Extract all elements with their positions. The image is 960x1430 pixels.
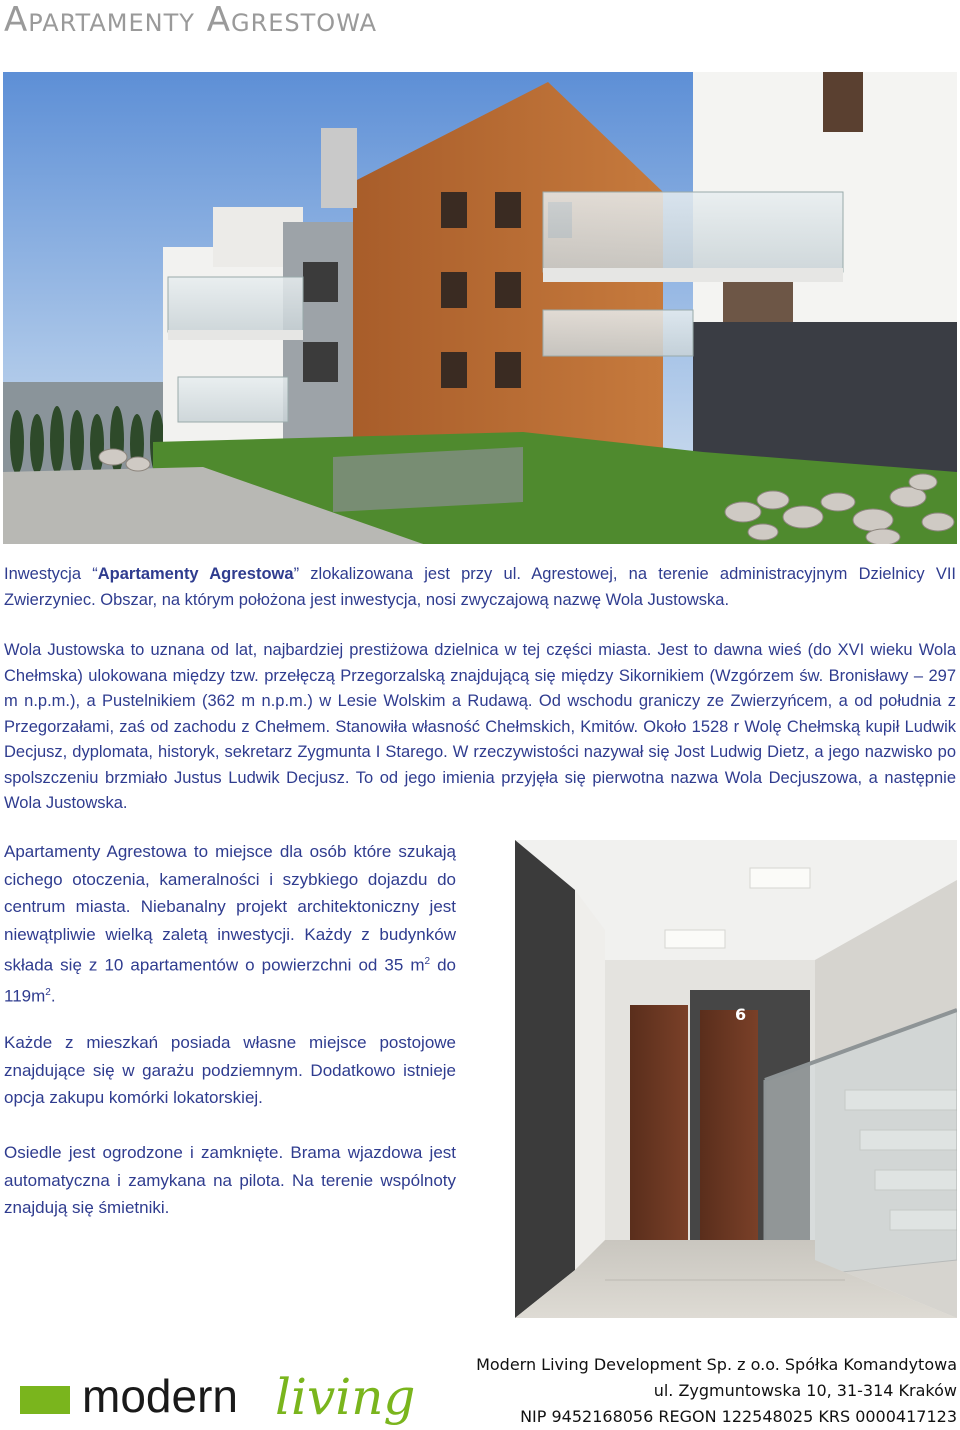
details-text: Apartamenty Agrestowa to miejsce dla osób które szukają cichego otoczenia, kameralności i szybkiego dojazdu do centrum miasta. Niebanalny projekt architektoniczny jest niewątpliwie wielką zaletą inwestycji. Każdy z budynków składa się z 10 apartamentów o powierzchni od 35 m	[4, 842, 456, 975]
details-paragraph-3: Osiedle jest ogrodzone i zamknięte. Brama wjazdowa jest automatyczna i zamykana na pilota. Na terenie wspólnoty znajdują się śmietniki.	[4, 1143, 456, 1217]
company-name: Modern Living Development Sp. z o.o. Spółka Komandytowa	[476, 1355, 957, 1374]
company-address: ul. Zygmuntowska 10, 31-314 Kraków	[653, 1381, 957, 1400]
superscript: 2	[424, 956, 431, 967]
page-title: Apartamenty Agrestowa	[4, 0, 378, 40]
details-paragraph-2: Każde z mieszkań posiada własne miejsce postojowe znajdujące się w garażu podziemnym. Dodatkowo istnieje opcja zakupu komórki lokatorskiej.	[4, 1033, 456, 1107]
details-paragraph-1	[4, 838, 456, 1010]
logo-word-living: living	[275, 1368, 416, 1426]
superscript: 2	[45, 987, 51, 999]
details-text-mid: do 119m	[4, 955, 457, 1006]
door-number: 6	[735, 1005, 747, 1024]
intro-text-end: ” zlokalizowana jest przy ul. Agrestowej, na terenie administracyjnym Dzielnicy VII Zwierzyniec. Obszar, na którym położona jest inwestycja, nosi zwyczajową nazwę Wola Justowska.	[4, 565, 957, 609]
logo-square-icon	[20, 1386, 70, 1414]
intro-brand-name: Apartamenty Agrestowa	[97, 565, 294, 583]
logo-word-modern: modern	[82, 1370, 238, 1422]
interior-photo	[515, 840, 957, 1318]
intro-paragraph	[4, 562, 956, 613]
history-paragraph: Wola Justowska to uznana od lat, najbardziej prestiżowa dzielnica w tej części miasta. Jest to dawna wieś (do XVI wieku Wola Chełmska) ulokowana między tzw. przełęczą Przegorzalską znajdującą się między Sikornikiem (Wzgórzem św. Bronisławy – 297 m n.p.m.), a Pustelnikiem (362 m n.p.m.) w Lesie Wolskim a Rudawą. Od wschodu graniczy ze Zwierzyńcem, a od południa z Przegorzałami, zaś od zachodu z Chełmem. Stanowiła własność Chełmskich, Kmitów. Około 1528 r Wolę Chełmską kupił Ludwik Decjusz, dyplomata, historyk, sekretarz Zygmunta I Starego. W rzeczywistości nazywał się Jost Ludwig Dietz, a jego nazwisko po spolszczeniu brzmiało Justus Ludwik Decjusz. To od jego imienia przyjęła się pierwotna nazwa Wola Decjuszowa, a następnie Wola Justowska.	[4, 641, 956, 812]
details-text-end: .	[50, 986, 56, 1006]
modern-living-logo	[20, 1360, 460, 1426]
company-footer	[397, 1352, 957, 1430]
building-photo	[3, 72, 957, 544]
company-registration-ids: NIP 9452168056 REGON 122548025 KRS 0000417123	[520, 1407, 957, 1426]
intro-text-start: Inwestycja “	[4, 565, 98, 583]
